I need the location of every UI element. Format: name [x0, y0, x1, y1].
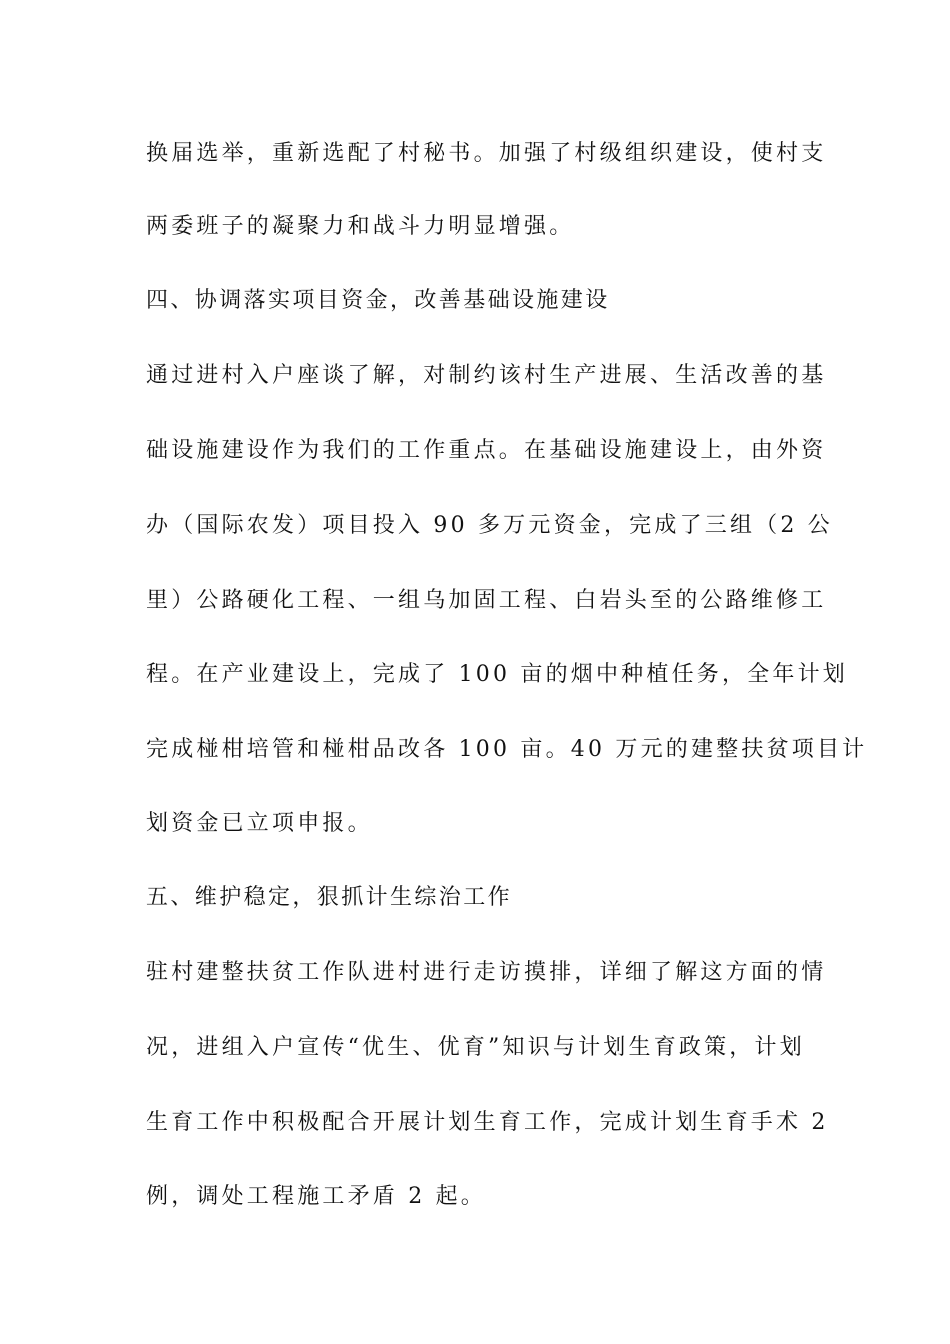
paragraph-line: 通过进村入户座谈了解，对制约该村生产进展、生活改善的基	[146, 363, 827, 388]
paragraph-line: 况，进组入户宣传“优生、优育”知识与计划生育政策，计划	[146, 1035, 805, 1060]
paragraph-line: 办（国际农发）项目投入 90 多万元资金，完成了三组（2 公	[146, 513, 833, 538]
paragraph-line: 驻村建整扶贫工作队进村进行走访摸排，详细了解这方面的情	[146, 960, 827, 985]
paragraph-line: 生育工作中积极配合开展计划生育工作，完成计划生育手术 2	[146, 1110, 829, 1135]
paragraph-line: 换届选举，重新选配了村秘书。加强了村级组织建设，使村支	[146, 141, 827, 166]
paragraph-line: 划资金已立项申报。	[146, 811, 373, 836]
paragraph-line: 完成椪柑培管和椪柑品改各 100 亩。40 万元的建整扶贫项目计	[146, 737, 868, 762]
paragraph-line: 程。在产业建设上，完成了 100 亩的烟中种植任务，全年计划	[146, 662, 848, 687]
paragraph-line: 例，调处工程施工矛盾 2 起。	[146, 1184, 486, 1209]
section-heading: 五、维护稳定，狠抓计生综治工作	[146, 885, 513, 910]
paragraph-line: 础设施建设作为我们的工作重点。在基础设施建设上，由外资	[146, 438, 827, 463]
paragraph-line: 里）公路硬化工程、一组乌加固工程、白岩头至的公路维修工	[146, 588, 827, 613]
paragraph-line: 两委班子的凝聚力和战斗力明显增强。	[146, 214, 575, 239]
section-heading: 四、协调落实项目资金，改善基础设施建设	[146, 288, 610, 313]
